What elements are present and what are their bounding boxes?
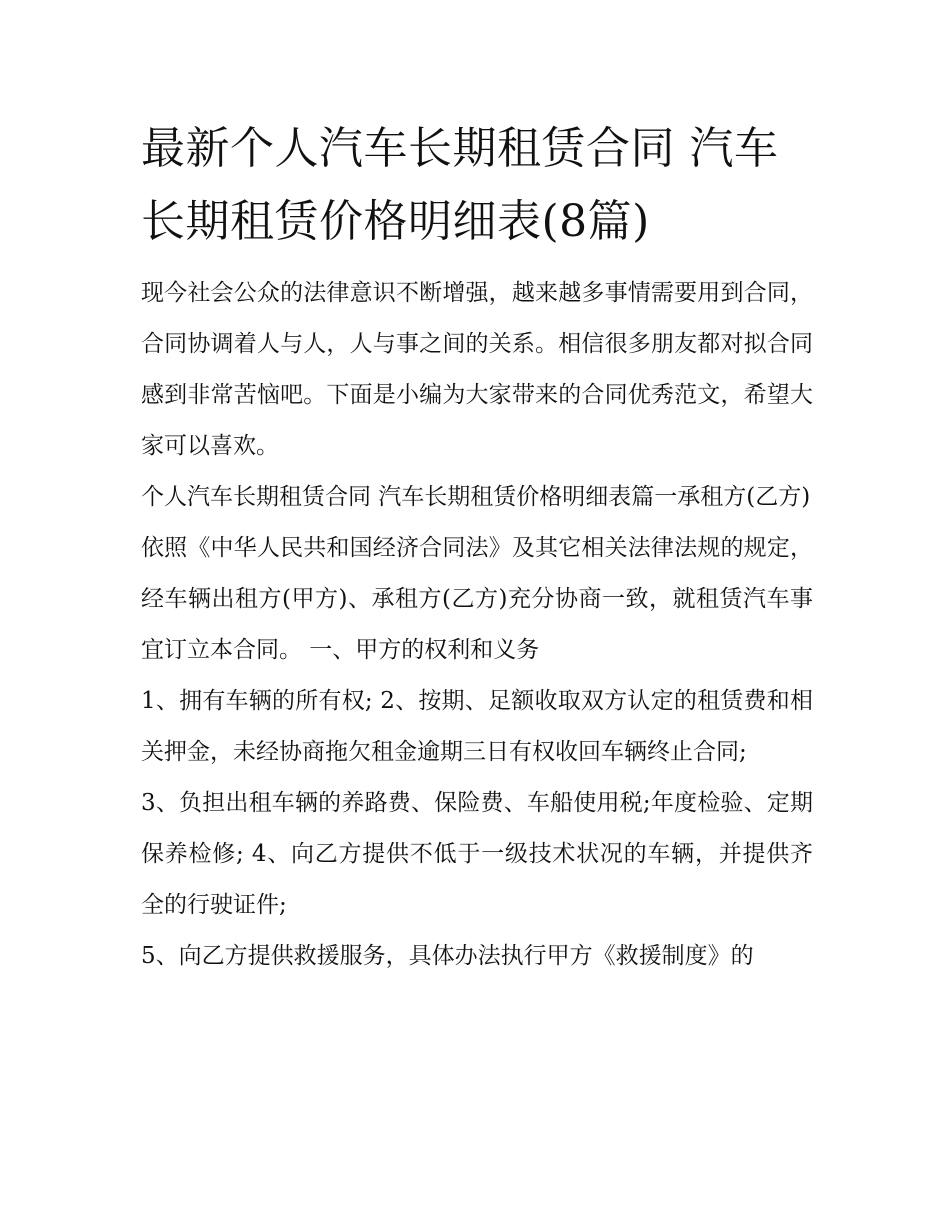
paragraph-clause-3-4: 3、负担出租车辆的养路费、保险费、车船使用税;年度检验、定期保养检修; 4、向乙方提供不低于一级技术状况的车辆，并提供齐全的行驶证件; [141, 790, 813, 918]
document-title: 最新个人汽车长期租赁合同 汽车长期租赁价格明细表(8篇) [141, 123, 779, 247]
paragraph-section-heading: 个人汽车长期租赁合同 汽车长期租赁价格明细表篇一承租方(乙方) [141, 484, 811, 510]
paragraph-preamble: 依照《中华人民共和国经济合同法》及其它相关法律法规的规定，经车辆出租方(甲方)、承租方(乙方)充分协商一致，就租赁汽车事宜订立本合同。 一、甲方的权利和义务 [141, 535, 813, 663]
paragraph-clause-1-2: 1、拥有车辆的所有权; 2、按期、足额收取双方认定的租赁费和相关押金，未经协商拖欠租金逾期三日有权收回车辆终止合同; [141, 688, 813, 765]
paragraph-clause-5: 5、向乙方提供救援服务，具体办法执行甲方《救援制度》的 [141, 943, 754, 969]
document-page [141, 112, 813, 982]
paragraph-intro: 现今社会公众的法律意识不断增强，越来越多事情需要用到合同，合同协调着人与人，人与事之间的关系。相信很多朋友都对拟合同感到非常苦恼吧。下面是小编为大家带来的合同优秀范文，希望大家可以喜欢。 [141, 280, 813, 459]
